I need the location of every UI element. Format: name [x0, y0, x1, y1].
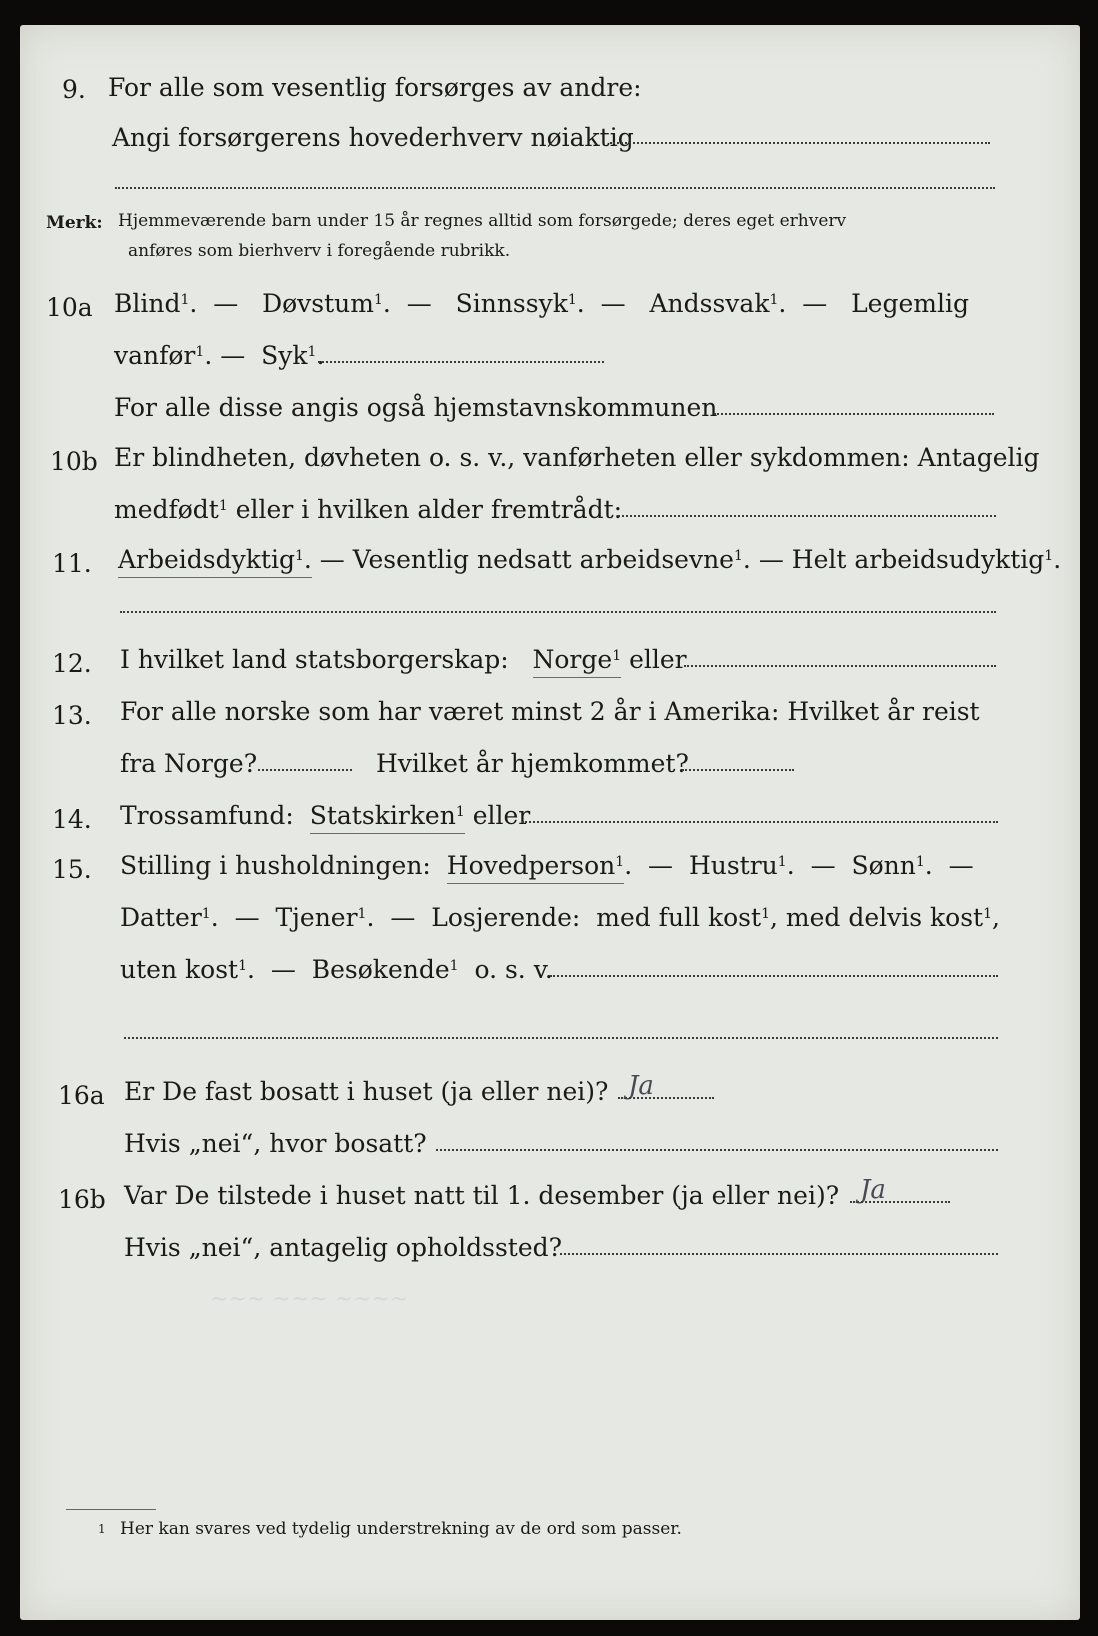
q10b-number: 10b: [50, 447, 98, 476]
q13-hjemkommet-line[interactable]: [682, 769, 794, 771]
q11-answer-line[interactable]: [120, 611, 996, 613]
q12-answer-line[interactable]: [684, 665, 996, 667]
q9-number: 9.: [62, 75, 86, 104]
footnote-text: Her kan svares ved tydelig understrekning av de ord som passer.: [120, 1519, 682, 1539]
q11-number: 11.: [52, 549, 92, 578]
q10a-syk-line[interactable]: [318, 361, 604, 363]
q12-number: 12.: [52, 649, 92, 678]
census-form-page: [20, 25, 1080, 1620]
q10a-number: 10a: [46, 293, 93, 322]
q9-line2: Angi forsørgerens hovederhverv nøiaktig: [112, 123, 634, 152]
option-dovstum[interactable]: Døvstum: [262, 289, 374, 318]
option-besokende[interactable]: Besøkende: [311, 955, 450, 984]
q15-line2: Datter$^1$. — Tjener$^1$. — Losjerende: med full kost$^1$, med delvis kost$^1$,: [120, 903, 1000, 932]
q16b-opholdssted-line[interactable]: [560, 1253, 998, 1255]
merk-line2: anføres som bierhverv i foregående rubrikk.: [128, 241, 511, 261]
q10a-hjemstavn-line[interactable]: [714, 413, 994, 415]
q16a-line1: Er De fast bosatt i huset (ja eller nei)?: [124, 1077, 609, 1106]
q16b-number: 16b: [58, 1185, 106, 1214]
q14-line: Trossamfund: Statskirken$^1$ eller: [120, 803, 530, 828]
option-delvis-kost[interactable]: med delvis kost: [785, 903, 984, 932]
option-hovedperson[interactable]: Hovedperson$^1$: [447, 851, 624, 884]
q13-line1: For alle norske som har været minst 2 år i Amerika: Hvilket år reist: [120, 697, 980, 726]
q15-number: 15.: [52, 855, 92, 884]
option-blind[interactable]: Blind: [114, 289, 181, 318]
option-medfodt[interactable]: medfødt: [114, 495, 219, 524]
q10a-line1: Blind$^1$. — Døvstum$^1$. — Sinnssyk$^1$. — Andssvak$^1$. — Legemlig: [114, 289, 969, 318]
option-vanfor[interactable]: vanfør: [114, 341, 196, 370]
q13-reist-line[interactable]: [258, 769, 352, 771]
q14-answer-line[interactable]: [522, 821, 998, 823]
q11-line: Arbeidsdyktig$^1$. — Vesentlig nedsatt arbeidsevne$^1$. — Helt arbeidsudyktig$^1$.: [118, 547, 1061, 572]
option-norge[interactable]: Norge$^1$: [533, 645, 622, 678]
option-legemlig[interactable]: Legemlig: [851, 289, 969, 318]
q16b-answer-line[interactable]: [850, 1201, 950, 1203]
option-vesentlig-nedsatt[interactable]: Vesentlig nedsatt arbeidsevne: [352, 545, 734, 574]
q16a-handwritten-answer: Ja: [628, 1071, 654, 1101]
option-hustru[interactable]: Hustru: [688, 851, 778, 880]
q10b-alder-line[interactable]: [618, 515, 996, 517]
q10b-line1: Er blindheten, døvheten o. s. v., vanførheten eller sykdommen: Antagelig: [114, 443, 1040, 472]
q12-line: I hvilket land statsborgerskap: Norge$^1$ eller: [120, 647, 687, 672]
q9-answer-line-2[interactable]: [115, 187, 995, 189]
q15-answer-line-2[interactable]: [124, 1037, 998, 1039]
q15-answer-line[interactable]: [550, 975, 998, 977]
option-helt-arbeidsudyktig[interactable]: Helt arbeidsudyktig: [791, 545, 1045, 574]
q10a-line3: For alle disse angis også hjemstavnskommunen: [114, 393, 718, 422]
option-full-kost[interactable]: med full kost: [596, 903, 762, 932]
q13-fra-label: fra Norge?: [120, 749, 258, 778]
option-datter[interactable]: Datter: [120, 903, 202, 932]
q16a-answer-line[interactable]: [618, 1097, 714, 1099]
q13-hjem-label: Hvilket år hjemkommet?: [376, 749, 689, 778]
q15-line1: Stilling i husholdningen: Hovedperson$^1$. — Hustru$^1$. — Sønn$^1$. —: [120, 853, 974, 878]
option-andssvak[interactable]: Andssvak: [649, 289, 770, 318]
q9-answer-line[interactable]: [610, 142, 990, 144]
q10b-line2: medfødt$^1$ eller i hvilken alder fremtrådt:: [114, 495, 623, 524]
q16b-line2: Hvis „nei“, antagelig opholdssted?: [124, 1233, 563, 1262]
option-syk[interactable]: Syk: [261, 341, 308, 370]
option-arbeidsdyktig[interactable]: Arbeidsdyktig$^1$.: [118, 545, 312, 578]
option-tjener[interactable]: Tjener: [275, 903, 358, 932]
q16b-handwritten-answer: Ja: [860, 1175, 886, 1205]
q13-number: 13.: [52, 701, 92, 730]
q9-line1: For alle som vesentlig forsørges av andre:: [108, 73, 642, 102]
bleed-through-mark: ~~~ ~~~ ~~~~: [210, 1287, 409, 1312]
q14-number: 14.: [52, 805, 92, 834]
q16a-number: 16a: [58, 1081, 105, 1110]
merk-label: Merk:: [46, 213, 103, 233]
footnote-rule: [66, 1509, 156, 1510]
q10a-line2: vanfør$^1$. — Syk$^1$.: [114, 341, 325, 370]
option-statskirken[interactable]: Statskirken$^1$: [310, 801, 465, 834]
footnote-mark: 1: [98, 1522, 106, 1536]
merk-line1: Hjemmeværende barn under 15 år regnes alltid som forsørgede; deres eget erhverv: [118, 211, 847, 231]
option-sinnssyk[interactable]: Sinnssyk: [455, 289, 568, 318]
option-sonn[interactable]: Sønn: [851, 851, 916, 880]
q16a-bosatt-line[interactable]: [436, 1149, 998, 1151]
q16a-line2: Hvis „nei“, hvor bosatt?: [124, 1129, 427, 1158]
option-uten-kost[interactable]: uten kost: [120, 955, 239, 984]
q15-line3: uten kost$^1$. — Besøkende$^1$ o. s. v.: [120, 955, 553, 984]
q16b-line1: Var De tilstede i huset natt til 1. desember (ja eller nei)?: [124, 1181, 840, 1210]
